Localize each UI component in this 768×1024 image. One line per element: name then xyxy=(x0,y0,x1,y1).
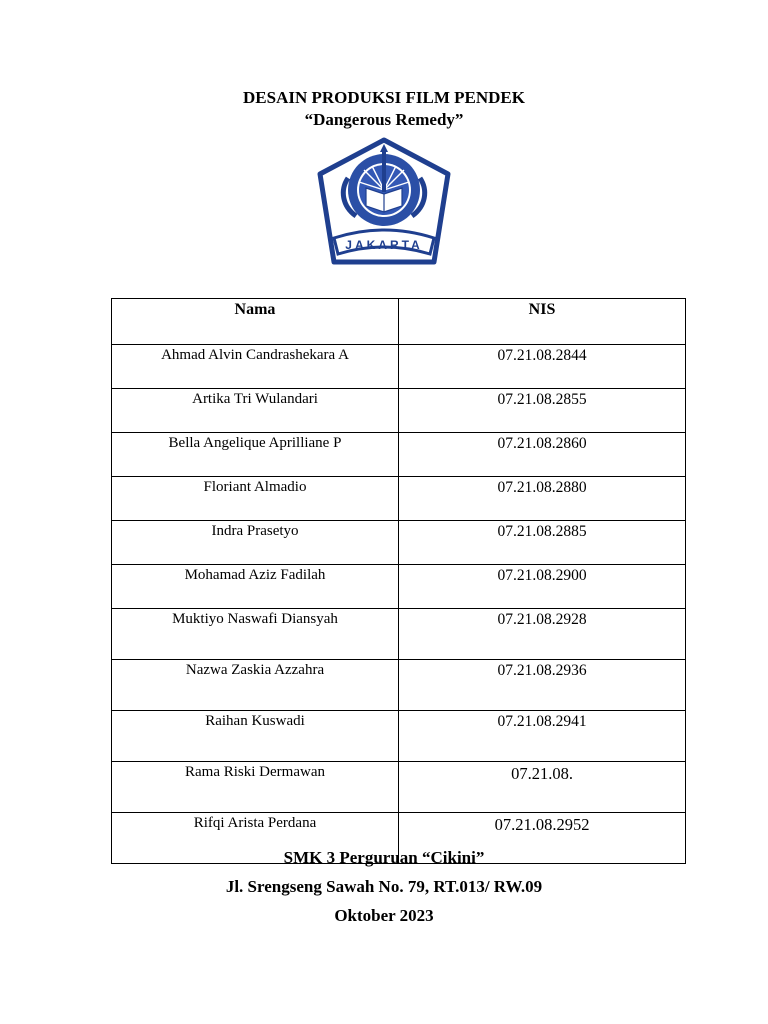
member-nis: 07.21.08.2860 xyxy=(399,433,686,477)
header-name: Nama xyxy=(112,299,399,345)
document-subtitle: “Dangerous Remedy” xyxy=(304,110,464,129)
member-name: Nazwa Zaskia Azzahra xyxy=(112,660,399,711)
member-name: Rifqi Arista Perdana xyxy=(112,813,399,864)
member-nis: 07.21.08.2855 xyxy=(399,389,686,433)
member-name: Raihan Kuswadi xyxy=(112,711,399,762)
header-nis: NIS xyxy=(399,299,686,345)
table-row xyxy=(112,389,686,433)
table-row xyxy=(112,433,686,477)
table-row xyxy=(112,762,686,813)
member-name: Ahmad Alvin Candrashekara A xyxy=(112,345,399,389)
table-row xyxy=(112,345,686,389)
member-nis: 07.21.08.2900 xyxy=(399,565,686,609)
table-row xyxy=(112,521,686,565)
member-nis: 07.21.08.2952 xyxy=(399,813,686,864)
table-row xyxy=(112,660,686,711)
member-name: Bella Angelique Aprilliane P xyxy=(112,433,399,477)
member-nis: 07.21.08.2941 xyxy=(399,711,686,762)
member-nis: 07.21.08.2885 xyxy=(399,521,686,565)
table-row xyxy=(112,477,686,521)
table-row xyxy=(112,711,686,762)
logo-city-text: JAKARTA xyxy=(345,238,423,252)
member-name: Rama Riski Dermawan xyxy=(112,762,399,813)
footer-school: SMK 3 Perguruan “Cikini” xyxy=(283,848,485,867)
member-nis: 07.21.08.2936 xyxy=(399,660,686,711)
footer-address: Jl. Srengseng Sawah No. 79, RT.013/ RW.09 xyxy=(225,877,543,896)
member-name: Floriant Almadio xyxy=(112,477,399,521)
footer-date: Oktober 2023 xyxy=(334,906,434,925)
member-table xyxy=(111,298,686,864)
table-row xyxy=(112,609,686,660)
member-nis: 07.21.08.2844 xyxy=(399,345,686,389)
school-emblem-icon xyxy=(312,134,456,274)
member-name: Artika Tri Wulandari xyxy=(112,389,399,433)
table-header-row xyxy=(112,299,686,345)
member-nis: 07.21.08.2928 xyxy=(399,609,686,660)
document-title: DESAIN PRODUKSI FILM PENDEK xyxy=(243,88,525,107)
member-name: Indra Prasetyo xyxy=(112,521,399,565)
member-name: Mohamad Aziz Fadilah xyxy=(112,565,399,609)
table-row xyxy=(112,565,686,609)
member-nis: 07.21.08.2880 xyxy=(399,477,686,521)
member-nis: 07.21.08. xyxy=(399,762,686,813)
member-name: Muktiyo Naswafi Diansyah xyxy=(112,609,399,660)
